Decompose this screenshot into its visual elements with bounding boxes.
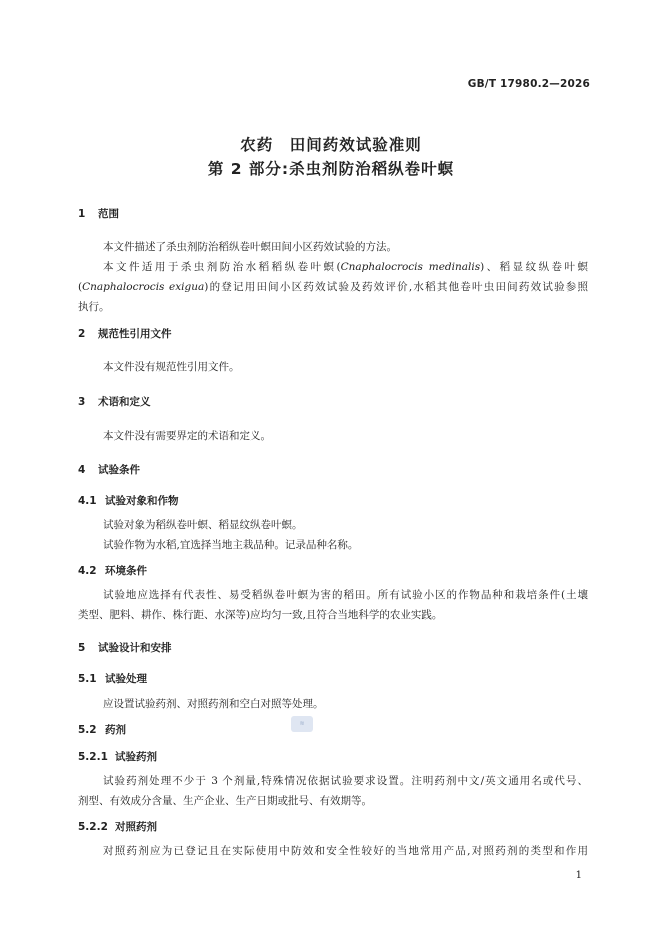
section-number: 5.2: [78, 724, 97, 736]
section-title: 对照药剂: [115, 821, 157, 833]
text-run: )的登记用田间小区药效试验及药效评价,水稻其他卷叶虫田间药效试验参照: [204, 281, 589, 293]
paragraph: 对照药剂应为已登记且在实际使用中防效和安全性较好的当地常用产品,对照药剂的类型和作用: [103, 845, 588, 857]
paragraph: 本文件没有需要界定的术语和定义。: [103, 430, 271, 442]
section-title: 试验设计和安排: [98, 642, 172, 654]
paragraph: 试验地应选择有代表性、易受稻纵卷叶螟为害的稻田。所有试验小区的作物品种和栽培条件(土壤: [103, 589, 588, 601]
section-title: 环境条件: [105, 565, 147, 577]
scientific-name: Cnaphalocrocis medinalis: [340, 261, 481, 273]
section-5-1-heading: [78, 671, 147, 686]
section-number: 5: [78, 642, 86, 654]
paragraph: 应设置试验药剂、对照药剂和空白对照等处理。: [103, 698, 324, 710]
section-title: 试验处理: [105, 673, 147, 685]
section-5-2-2-heading: [78, 819, 157, 834]
section-5-heading: [78, 640, 172, 655]
section-4-heading: [78, 462, 140, 477]
document-title-line2: 第 2 部分:杀虫剂防治稻纵卷叶螟: [207, 160, 455, 178]
section-number: 5.1: [78, 673, 97, 685]
document-title-line1: 农药 田间药效试验准则: [240, 136, 422, 154]
text-run: (: [78, 281, 83, 293]
section-number: 3: [78, 396, 86, 408]
standard-code: GB/T 17980.2—2026: [467, 78, 590, 90]
paragraph: 类型、肥料、耕作、株行距、水深等)应均匀一致,且符合当地科学的农业实践。: [78, 609, 443, 621]
paragraph: 本文件没有规范性引用文件。: [103, 361, 240, 373]
text-run: )、稻显纹纵卷叶螟: [480, 261, 588, 273]
paragraph: 剂型、有效成分含量、生产企业、生产日期或批号、有效期等。: [78, 795, 372, 807]
section-title: 试验对象和作物: [105, 495, 179, 507]
scientific-name: Cnaphalocrocis exigua: [82, 281, 205, 293]
section-title: 规范性引用文件: [98, 328, 172, 340]
section-number: 2: [78, 328, 86, 340]
section-title: 试验条件: [98, 464, 140, 476]
section-title: 术语和定义: [98, 396, 151, 408]
watermark-logo-icon: ≋: [291, 716, 313, 732]
section-4-1-heading: [78, 493, 179, 508]
section-5-2-heading: [78, 722, 126, 737]
paragraph: 本文件描述了杀虫剂防治稻纵卷叶螟田间小区药效试验的方法。: [103, 241, 397, 253]
section-3-heading: [78, 394, 151, 409]
section-title: 范围: [98, 208, 119, 220]
paragraph: 执行。: [78, 301, 110, 313]
section-number: 1: [78, 208, 86, 220]
text-run: 本文件适用于杀虫剂防治水稻稻纵卷叶螟(: [103, 261, 341, 273]
section-number: 4.2: [78, 565, 97, 577]
paragraph: 试验作物为水稻,宜选择当地主栽品种。记录品种名称。: [103, 539, 359, 551]
section-title: 试验药剂: [115, 751, 157, 763]
section-number: 4.1: [78, 495, 97, 507]
section-number: 5.2.2: [78, 821, 108, 833]
section-2-heading: [78, 326, 172, 341]
section-title: 药剂: [105, 724, 126, 736]
paragraph: 试验药剂处理不少于 3 个剂量,特殊情况依据试验要求设置。注明药剂中文/英文通用名或代号、: [103, 775, 588, 787]
paragraph: [78, 257, 588, 277]
page-number: 1: [575, 870, 582, 881]
section-1-heading: [78, 206, 119, 221]
section-5-2-1-heading: [78, 749, 157, 764]
paragraph: 试验对象为稻纵卷叶螟、稻显纹纵卷叶螟。: [103, 519, 303, 531]
section-4-2-heading: [78, 563, 147, 578]
section-number: 4: [78, 464, 86, 476]
paragraph: [78, 277, 588, 297]
section-number: 5.2.1: [78, 751, 108, 763]
